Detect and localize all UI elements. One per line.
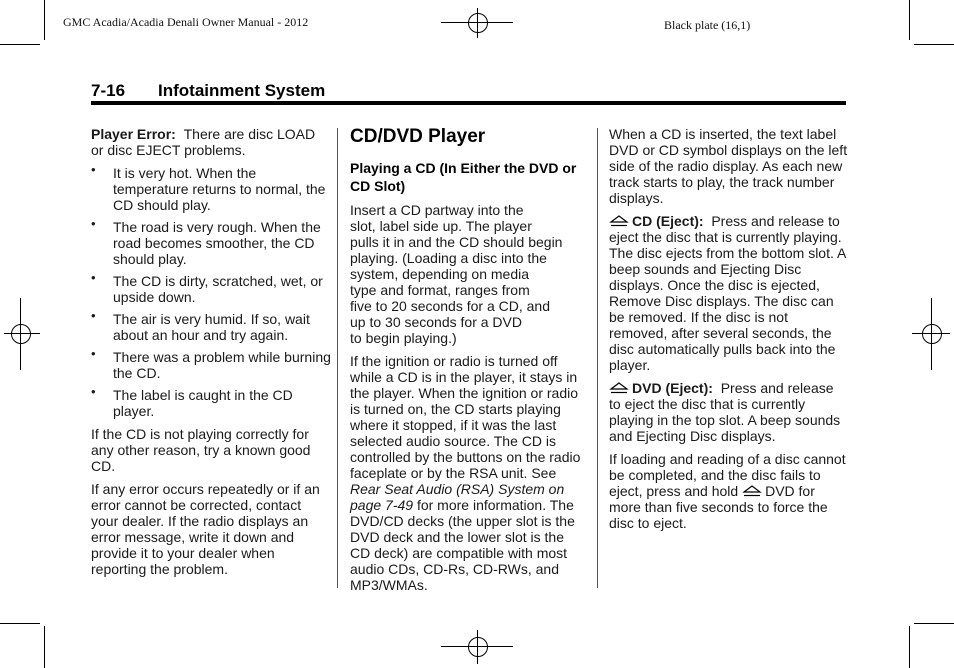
- registration-mark-bottom: [441, 630, 513, 664]
- paragraph: [609, 451, 849, 531]
- paragraph-text: If loading and reading of a disc cannot be completed, and the disc fails to eject, press and hold: [609, 451, 846, 499]
- paragraph-text: for more information. The DVD/CD decks (the upper slot is the DVD deck and the lower slot is the CD deck) are compatible with most audio CDs, CD-Rs, CD-RWs, and MP3/WMAs.: [350, 497, 575, 593]
- list-item: • The label is caught in the CD player.: [91, 387, 331, 419]
- crop-mark: [909, 626, 910, 668]
- text-line: type and format, ranges from: [350, 282, 530, 298]
- text-line: slot, label side up. The player: [350, 218, 532, 234]
- page-number: 7-16: [91, 81, 126, 100]
- registration-mark-top: [441, 8, 513, 38]
- dvd-eject-paragraph: [609, 380, 849, 444]
- paragraph: [350, 353, 588, 593]
- crop-mark: [0, 44, 40, 45]
- cd-eject-label: CD (Eject):: [632, 213, 704, 229]
- list-item: • The road is very rough. When the road becomes smoother, the CD should play.: [91, 219, 331, 267]
- text-line: five to 20 seconds for a CD, and: [350, 298, 550, 314]
- dvd-eject-label: DVD (Eject):: [632, 380, 713, 396]
- text-line: up to 30 seconds for a DVD: [350, 314, 522, 330]
- player-error-label: Player Error:: [91, 126, 176, 142]
- crop-mark: [44, 626, 45, 668]
- player-error-text: There are disc LOAD or disc EJECT problems.: [91, 126, 316, 158]
- eject-icon: [609, 215, 629, 227]
- playing-cd-subheading: Playing a CD (In Either the DVD or CD Slot): [350, 160, 577, 194]
- column-2: [350, 126, 588, 600]
- paragraph: If any error occurs repeatedly or if an error cannot be corrected, contact your dealer. If the radio displays an error message, write it down and provide it to your dealer when reporting the problem.: [91, 481, 320, 577]
- paragraph: If the CD is not playing correctly for any other reason, try a known good CD.: [91, 426, 311, 474]
- eject-icon: [742, 485, 762, 497]
- eject-icon: [609, 382, 629, 394]
- manual-title: GMC Acadia/Acadia Denali Owner Manual - 2012: [63, 15, 309, 29]
- dvd-eject-text: Press and release to eject the disc that is currently playing in the top slot. A beep sounds and Ejecting Disc displays.: [609, 380, 841, 444]
- column-divider: [597, 128, 598, 588]
- crop-mark: [914, 623, 954, 624]
- cd-eject-text: Press and release to eject the disc that is currently playing. The disc ejects from the bottom slot. A beep sounds and Ejecting Disc displays. Once the disc is ejected, Remove Disc displays. The disc can be removed. If the disc is not removed, after several seconds, the disc automatically pulls back into the player.: [609, 213, 846, 373]
- crop-mark: [914, 44, 954, 45]
- cd-dvd-player-heading: CD/DVD Player: [350, 126, 486, 147]
- paragraph-text: DVD for more than five seconds to force the disc to eject.: [609, 483, 828, 531]
- section-heading: [91, 81, 325, 101]
- list-item: • The air is very humid. If so, wait about an hour and try again.: [91, 311, 331, 343]
- text-line: playing. (Loading a disc into the: [350, 250, 547, 266]
- text-line: to begin playing.): [350, 330, 457, 346]
- plate-label: Black plate (16,1): [664, 18, 751, 32]
- text-line: Insert a CD partway into the: [350, 202, 524, 218]
- paragraph-text: If the ignition or radio is turned off while a CD is in the player, it stays in the player. When the ignition or radio is turned on, the CD starts playing where it stopped, if it was the last selected audio source. The CD is controlled by the buttons on the radio faceplate or by the RSA unit. See: [350, 353, 581, 481]
- registration-mark-left: [4, 298, 40, 370]
- error-causes-list: [91, 165, 331, 419]
- crop-mark: [44, 0, 45, 40]
- paragraph: [350, 202, 588, 346]
- list-item: • The CD is dirty, scratched, wet, or upside down.: [91, 273, 331, 305]
- heading-rule: [91, 101, 846, 105]
- rsa-cross-reference-link[interactable]: Rear Seat Audio (RSA) System on page 7-49: [350, 481, 565, 513]
- section-title: Infotainment System: [158, 81, 326, 100]
- crop-mark: [909, 0, 910, 40]
- crop-mark: [0, 623, 40, 624]
- player-error-paragraph: [91, 126, 331, 158]
- list-item: • There was a problem while burning the CD.: [91, 349, 331, 381]
- column-1: [91, 126, 331, 584]
- column-3: [609, 126, 849, 538]
- paragraph: When a CD is inserted, the text label DVD or CD symbol displays on the left side of the radio display. As each new track starts to play, the track number displays.: [609, 126, 848, 206]
- list-item: • It is very hot. When the temperature returns to normal, the CD should play.: [91, 165, 331, 213]
- text-line: pulls it in and the CD should begin: [350, 234, 563, 250]
- registration-mark-right: [912, 298, 950, 370]
- text-line: system, depending on media: [350, 266, 529, 282]
- column-divider: [337, 128, 338, 588]
- cd-eject-paragraph: [609, 213, 849, 373]
